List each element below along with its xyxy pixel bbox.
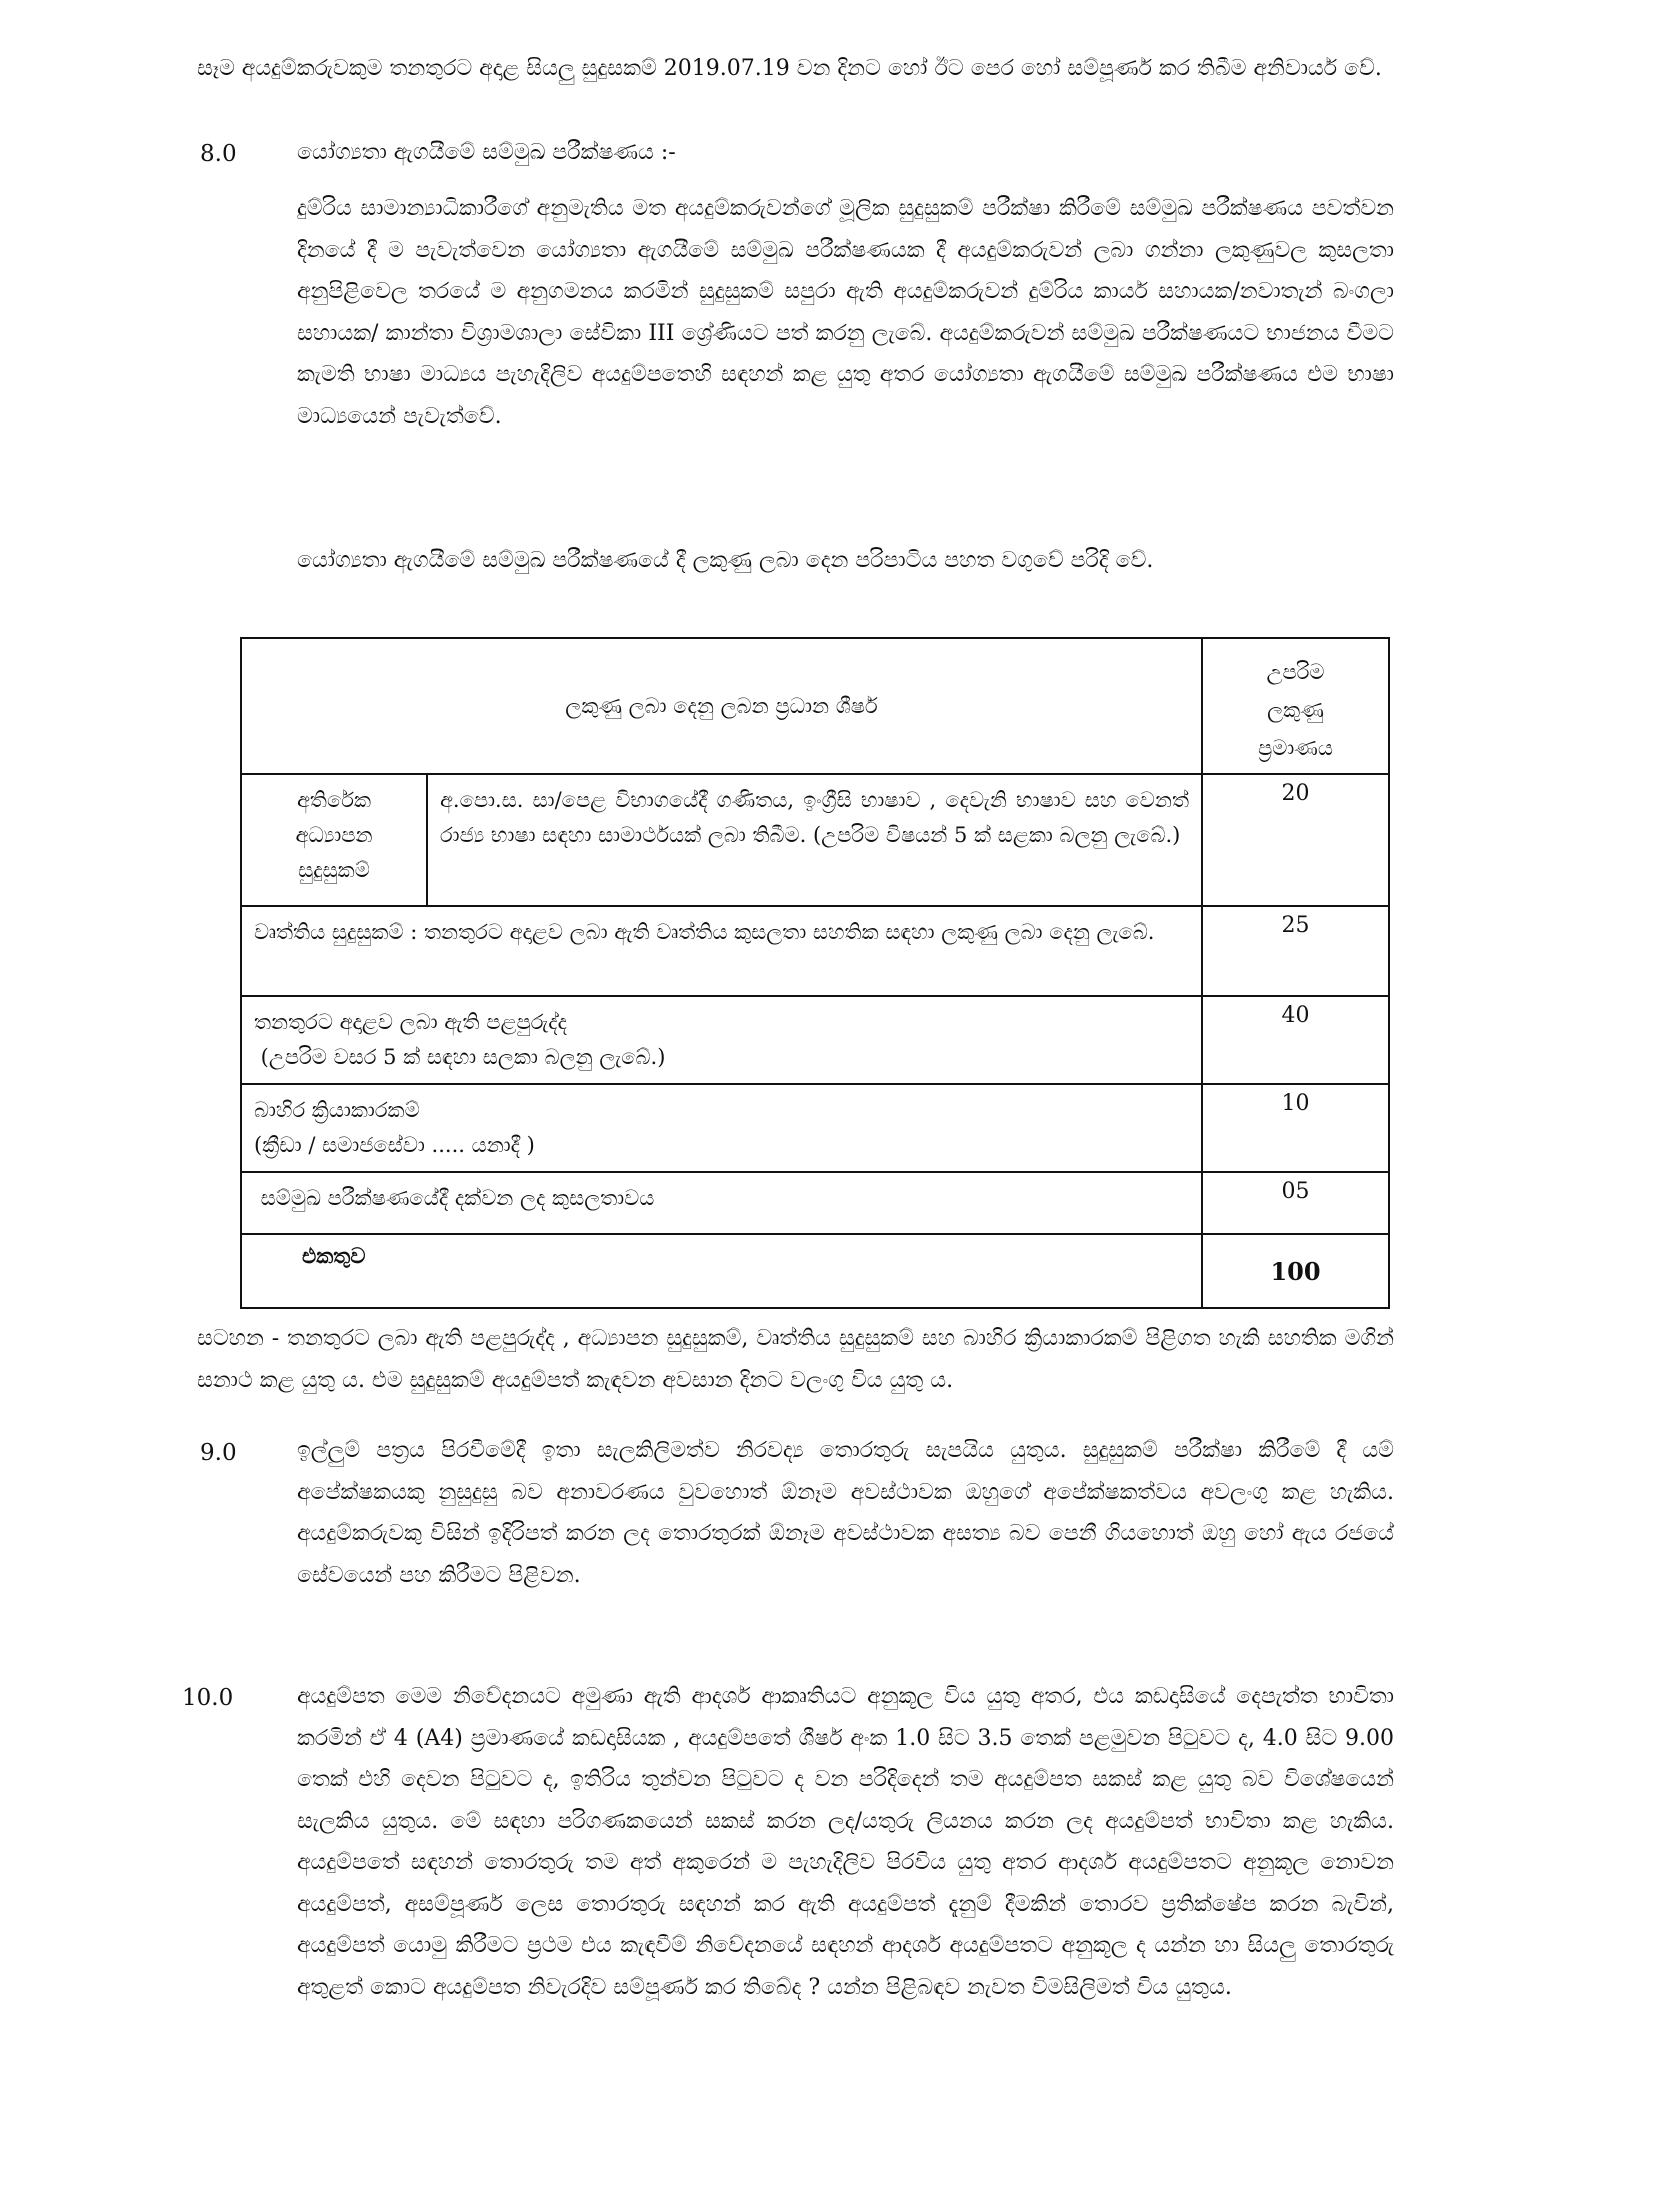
section-10-paragraph: අයදුම්පත මෙම නිවේදනයට අමුණා ඇති ආදර්ශ ආකෘතියට අනුකූල විය යුතු අතර, එය කඩදාසියේ දෙපැත්ත භාවිතා කරමින් ඒ 4 (A4) ප්‍රමාණයේ කඩදාසියක , අයදුම්පතේ ශීර්ෂ අංක 1.0 සිට 3.5 තෙක් පළමුවන පිටුවට ද, 4.0 සිට 9.00 තෙක් එහි දෙවන පිටුවට ද, ඉතිරිය තුන්වන පිටුවට ද වන පරිදි‍දෙන් තම අයදුම්පත සකස් කළ යුතු බව විශේෂයෙන් සැලකිය යුතුය. මේ සඳහා පරිගණකයෙන් සකස් කරන ලද/යතුරු ලියනය කරන ලද අයදුම්පත් භාවිතා කළ හැකිය. අයදුම්පතේ සඳහන් තොරතුරු තම අත් අකුරෙන් ම පැහැදිලිව පිරවිය යුතු අතර ආදර්ශ අයදුම්පතට අනුකූල නොවන අයදුම්පත්, අසම්පූර්ණ ලෙස තොරතුරු සඳහන් කර ඇති අයදුම්පත් දැනුම් දීමකින් තොරව ප්‍රතික්ෂේප කරන බැවින්, අයදුම්පත් යොමු කිරීමට ප්‍රථම එය කැඳවීම් නිවේදනයේ සඳහන් ආදර්ශ අයදුම්පතට අනුකූල ද යන්න හා සියලු තොරතුරු අතුළත් කොට අයදුම්පත නිවැරදිව සම්පූර්ණ කර තිබේද ? යන්න පිළිබඳව නැවත විමසිලිමත් විය යුතුය. [297, 1684, 1394, 2000]
intro-paragraph: සෑම අයදුම්කරුවකුම තනතුරට අදාළ සියලු සුදුසකම් 2019.07.19 වන දිනට හෝ ඊට පෙර හෝ සම්පූර්ණ කර තිබීම අනිවාර්ය වේ. [197, 56, 1382, 81]
header-max-line: ලකුණු [1267, 698, 1324, 722]
table-row [241, 774, 1389, 906]
table-row [241, 1172, 1389, 1234]
marks-table [240, 637, 1390, 1309]
row2-text: වෘත්තිය සුදුසුකම් : තනතුරට අදාළව ලබා ඇති වෘත්තිය කුසලතා සහතික සඳහා ලකුණු ලබා දෙනු ලැබේ. [241, 906, 1202, 996]
row1-label-line: අධ්‍යාපන [295, 823, 373, 847]
row3-line: (උපරිම වසර 5 ක් සඳහා සලකා බලනු ලැබේ.) [254, 1045, 666, 1069]
row1-label-line: සුදුසුකම් [298, 858, 370, 882]
table-row [241, 906, 1389, 996]
section-8-paragraph-1: දුම්රිය සාමාන්‍යාධිකාරීගේ අනුමැතිය මත අයදුම්කරුවන්ගේ මූලික සුදුසුකම් පරීක්ෂා කිරීමේ සම්මුඛ පරීක්ෂණය පවත්වන දිනයේ දී ම පැවැත්වෙන යෝග්‍යතා ඇගයීමේ සම්මුඛ පරීක්ෂණයක දී අයදුම්කරුවන් ලබා ගන්නා ලකුණුවල කුසලතා අනුපිළිවෙල තරයේ ම අනුගමනය කරමින් සුදුසුකම් සපුරා ඇති අයදුම්කරුවන් දුම්රිය කාර්ය සහායක/නවාතැන් බංගලා සහායක/ කාන්තා විශ්‍රාමශාලා සේවිකා III ශ්‍රේණියට පත් කරනු ලැබේ. අයදුම්කරුවන් සම්මුඛ පරීක්ෂණයට භාජනය වීමට කැමති භාෂා මාධ්‍යය පැහැදිලිව අයදුම්පතෙහි සඳහන් කළ යුතු අතර යෝග්‍යතා ඇගයීමේ සම්මුඛ පරීක්ෂණය එම භාෂා මාධ්‍යයෙන් පැවැත්වේ. [297, 196, 1394, 429]
row4-value: 10 [1202, 1084, 1389, 1172]
header-max-marks [1202, 638, 1389, 774]
row4-line: (ක්‍රීඩා / සමාජසේවා ..... යනාදී ) [254, 1133, 535, 1157]
table-row [241, 1084, 1389, 1172]
row1-label [241, 774, 427, 906]
row1-label-line: අතිරේක [296, 788, 372, 812]
total-label: එකතුව [241, 1234, 1202, 1308]
header-max-line: ප්‍රමාණය [1258, 736, 1333, 760]
row4-text [241, 1084, 1202, 1172]
note-paragraph: සටහන - තනතුරට ලබා ඇති පළපුරුද්ද , අධ්‍යාපන සුදුසුකම්, වෘත්තිය සුදුසුකම් සහ බාහිර ක්‍රියාකාරකම් පිළිගත හැකි සහතික මගින් සනාථ කළ යුතු ය. එම සුදුසුකම් අයදුම්පත් කැඳවන අවසාන දිනට වලංගු විය යුතු ය. [197, 1326, 1394, 1393]
row5-text: සම්මුඛ පරීක්ෂණයේදී දක්වන ලද කුසලතාවය [241, 1172, 1202, 1234]
table-header-row [241, 638, 1389, 774]
row5-value: 05 [1202, 1172, 1389, 1234]
total-value: 100 [1202, 1234, 1389, 1308]
section-10-number: 10.0 [182, 1685, 234, 1711]
header-main: ලකුණු ලබා දෙනු ලබන ප්‍රධාන ශීර්ෂ [241, 638, 1202, 774]
row3-text [241, 996, 1202, 1084]
section-8-number: 8.0 [200, 141, 237, 167]
row3-line: තනතුරට අදාළව ලබා ඇති පළපුරුද්ද [254, 1010, 567, 1034]
section-9-number: 9.0 [200, 1440, 237, 1466]
header-max-line: උපරිම [1266, 660, 1325, 684]
section-8-heading: යෝග්‍යතා ඇගයීමේ සම්මුඛ පරීක්ෂණය :- [297, 140, 676, 165]
row1-text: අ.පො.ස. සා/පෙළ විභාගයේදී ගණිතය, ඉංග්‍රීසි භාෂාව , දෙවැනි භාෂාව සහ වෙනත් රාජ්‍ය භාෂා සඳහා සාමාර්ථයක් ලබා තිබීම. (උපරිම විෂයන් 5 ක් සළකා බලනු ලැබේ.) [427, 774, 1202, 906]
row2-value: 25 [1202, 906, 1389, 996]
table-row [241, 996, 1389, 1084]
row1-value: 20 [1202, 774, 1389, 906]
row4-line: බාහිර ක්‍රියාකාරකම් [254, 1098, 420, 1122]
section-9-paragraph: ඉල්ලුම් පත්‍රය පිරවීමේදී ඉතා සැලකිලිමත්ව නිරවද්‍ය තොරතුරු සැපයිය යුතුය. සුදුසුකම් පරීක්ෂා කිරීමේ දී යම් අපේක්ෂකයකු නුසුදුසු බව අනාවරණය වුවහොත් ඕනෑම අවස්ථාවක ඔහුගේ අපේක්ෂකත්වය අවලංගු කළ හැකිය. අයදුම්කරුවකු විසින් ඉදිරිපත් කරන ලද තොරතුරක් ඕනෑම අවස්ථාවක අසත්‍ය බව පෙනී ගියහොත් ඔහු හෝ ඇය රජයේ සේවයෙන් පහ කිරීමට පිළිවන. [297, 1438, 1394, 1588]
section-8-paragraph-2: යෝග්‍යතා ඇගයීමේ සම්මුඛ පරීක්ෂණයේ දී ලකුණු ලබා දෙන පරිපාටිය පහත වගුවේ පරිදි වේ. [297, 548, 1154, 573]
table-total-row [241, 1234, 1389, 1308]
row3-value: 40 [1202, 996, 1389, 1084]
